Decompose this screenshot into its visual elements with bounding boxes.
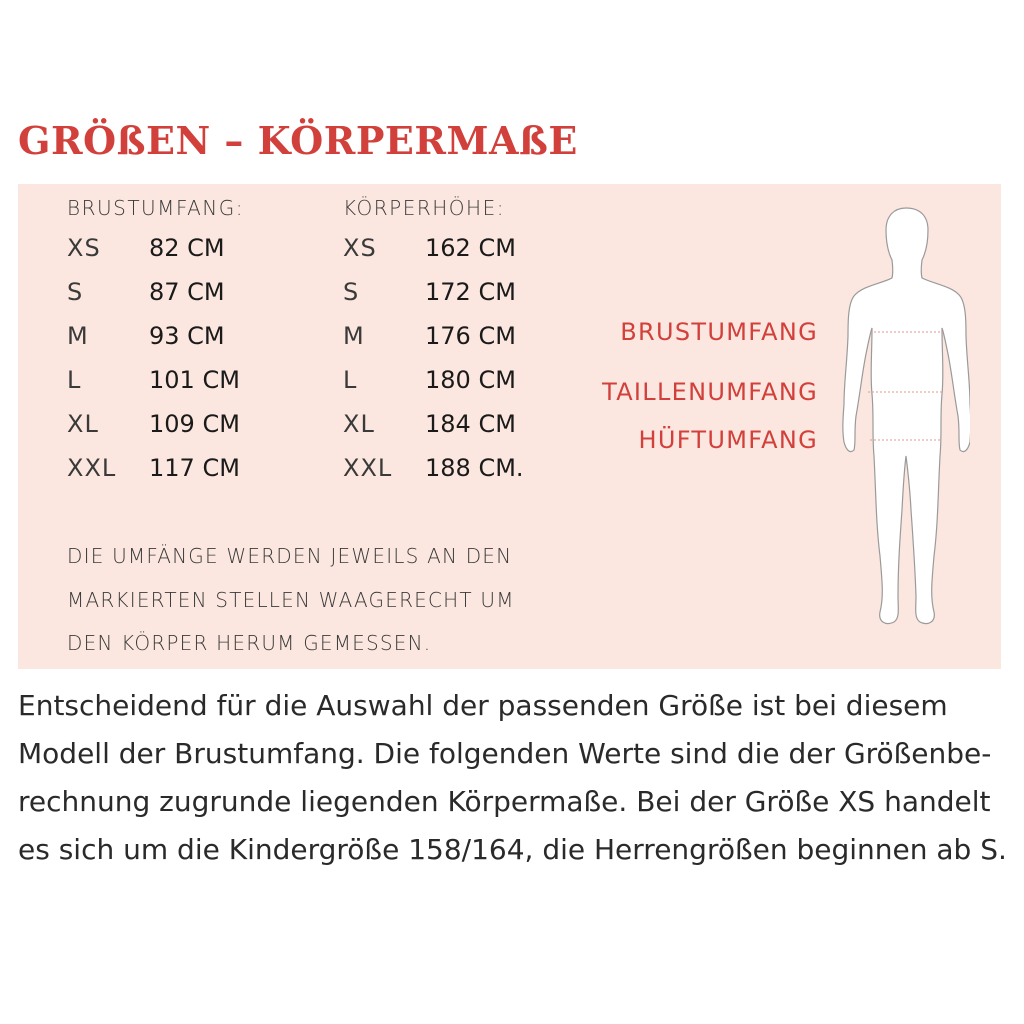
chest-value: 109 CM [149, 410, 240, 438]
body-figure-illustration [840, 204, 970, 634]
size-label: XXL [67, 454, 117, 482]
waist-measure-label: TAILLENUMFANG [602, 378, 818, 406]
size-label: S [343, 278, 360, 306]
height-value: 188 CM. [425, 454, 524, 482]
hip-measure-label: HÜFTUMFANG [638, 426, 818, 454]
size-label: S [67, 278, 84, 306]
height-value: 176 CM [425, 322, 516, 350]
size-label: XL [67, 410, 99, 438]
size-label: XS [67, 234, 101, 262]
size-label: XL [343, 410, 375, 438]
description-line: es sich um die Kindergröße 158/164, die Herrengrößen beginnen ab S. [18, 833, 1007, 866]
height-value: 162 CM [425, 234, 516, 262]
note-line: DEN KÖRPER HERUM GEMESSEN. [67, 631, 432, 655]
chest-column-header: BRUSTUMFANG: [67, 196, 244, 220]
size-label: XS [343, 234, 377, 262]
chest-value: 87 CM [149, 278, 225, 306]
size-label: M [67, 322, 89, 350]
size-label: XXL [343, 454, 393, 482]
description-line: rechnung zugrunde liegenden Körpermaße. Bei der Größe XS handelt [18, 785, 991, 818]
size-label: L [67, 366, 82, 394]
size-chart-panel [18, 184, 1001, 669]
height-column-header: KÖRPERHÖHE: [343, 196, 505, 220]
chest-value: 117 CM [149, 454, 240, 482]
height-value: 172 CM [425, 278, 516, 306]
height-value: 184 CM [425, 410, 516, 438]
description-line: Entscheidend für die Auswahl der passenden Größe ist bei diesem [18, 689, 948, 722]
chest-value: 82 CM [149, 234, 225, 262]
size-label: M [343, 322, 365, 350]
description-line: Modell der Brustumfang. Die folgenden Werte sind die der Größenbe- [18, 737, 992, 770]
chest-value: 93 CM [149, 322, 225, 350]
chest-measure-label: BRUSTUMFANG [620, 318, 818, 346]
note-line: DIE UMFÄNGE WERDEN JEWEILS AN DEN [67, 544, 513, 568]
height-value: 180 CM [425, 366, 516, 394]
chest-value: 101 CM [149, 366, 240, 394]
description-paragraph [18, 682, 1008, 874]
page-title: GRÖßEN – KÖRPERMAßE [18, 118, 578, 163]
size-label: L [343, 366, 358, 394]
note-line: MARKIERTEN STELLEN WAAGERECHT UM [67, 588, 515, 612]
